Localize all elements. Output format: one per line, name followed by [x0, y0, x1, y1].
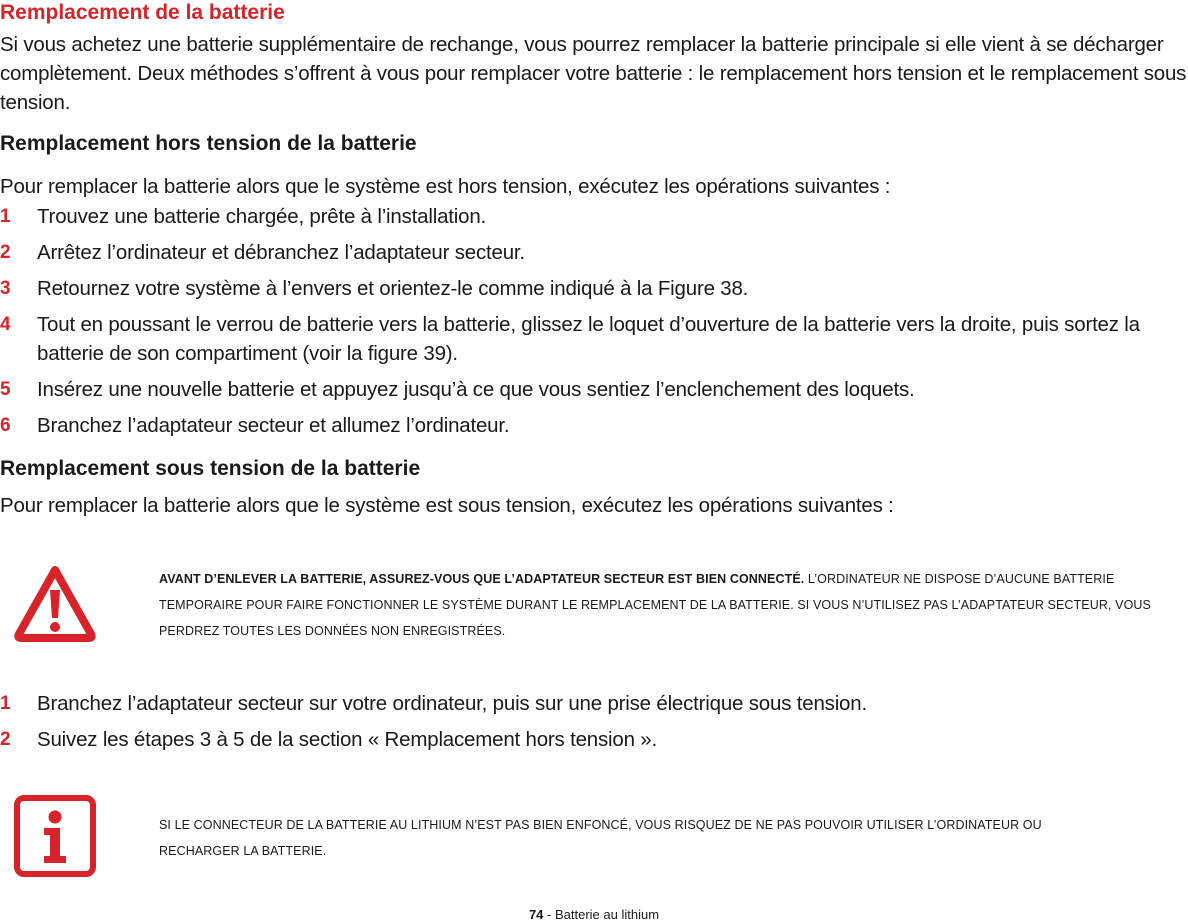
- section-title: Remplacement de la batterie: [0, 1, 285, 24]
- step-text: Arrêtez l’ordinateur et débranchez l’adaptateur secteur.: [37, 241, 525, 264]
- step-text: Trouvez une batterie chargée, prête à l’installation.: [37, 205, 487, 228]
- warning-icon: [14, 564, 96, 642]
- step-text: Branchez l’adaptateur secteur sur votre ordinateur, puis sur une prise électrique sous tension.: [37, 692, 867, 715]
- warning-body: L’ORDINATEUR NE DISPOSE D’AUCUNE BATTERIE TEMPORAIRE POUR FAIRE FONCTIONNER LE SYSTÈME DURANT LE REMPLACEMENT DE LA BATTERIE. SI VOUS N’UTILISEZ PAS L’ADAPTATEUR SECTEUR, VOUS PERDREZ TOUTES LES DONNÉES NON ENREGISTRÉES.: [159, 572, 1151, 638]
- footer-label: - Batterie au lithium: [543, 907, 660, 922]
- intro-paragraph: Si vous achetez une batterie supplémentaire de rechange, vous pourrez remplacer la batterie principale si elle vient à se décharger complètement. Deux méthodes s’offrent à vous pour remplacer votre batterie : le remplacement hors tension et le remplacement sous tension.: [0, 33, 1187, 114]
- step-number: 5: [0, 379, 11, 400]
- warning-lead: AVANT D’ENLEVER LA BATTERIE, ASSUREZ-VOUS QUE L’ADAPTATEUR SECTEUR EST BIEN CONNECTÉ.: [159, 572, 805, 586]
- cold-swap-lead: Pour remplacer la batterie alors que le système est hors tension, exécutez les opérations suivantes :: [0, 175, 891, 198]
- hot-swap-heading: Remplacement sous tension de la batterie: [0, 457, 421, 480]
- list-item: [0, 689, 1188, 718]
- hot-swap-steps: [0, 689, 1188, 754]
- step-text: Insérez une nouvelle batterie et appuyez jusqu’à ce que vous sentiez l’enclenchement des loquets.: [37, 378, 915, 401]
- page-number: 74: [528, 907, 544, 922]
- list-item: [0, 375, 1188, 404]
- step-number: 1: [0, 693, 11, 714]
- page-footer: [0, 906, 1188, 924]
- info-text: SI LE CONNECTEUR DE LA BATTERIE AU LITHIUM N’EST PAS BIEN ENFONCÉ, VOUS RISQUEZ DE NE PAS POUVOIR UTILISER L’ORDINATEUR OU RECHARGER LA BATTERIE.: [159, 818, 1042, 858]
- step-number: 6: [0, 415, 11, 436]
- step-text: Branchez l’adaptateur secteur et allumez l’ordinateur.: [37, 414, 510, 437]
- warning-text: [159, 566, 1179, 644]
- cold-swap-heading: Remplacement hors tension de la batterie: [0, 132, 417, 155]
- step-text: Tout en poussant le verrou de batterie vers la batterie, glissez le loquet d’ouverture de la batterie vers la droite, puis sortez la batterie de son compartiment (voir la figure 39).: [37, 313, 1140, 365]
- step-number: 3: [0, 278, 11, 299]
- list-item: [0, 202, 1188, 231]
- step-number: 2: [0, 729, 11, 750]
- step-number: 1: [0, 206, 11, 227]
- list-item: [0, 274, 1188, 303]
- list-item: [0, 238, 1188, 267]
- step-text: Retournez votre système à l’envers et orientez-le comme indiqué à la Figure 38.: [37, 277, 749, 300]
- step-text: Suivez les étapes 3 à 5 de la section « Remplacement hors tension ».: [37, 728, 657, 751]
- step-number: 2: [0, 242, 11, 263]
- list-item: [0, 310, 1187, 368]
- info-icon: [14, 795, 96, 877]
- step-number: 4: [0, 314, 11, 335]
- list-item: [0, 411, 1188, 440]
- cold-swap-steps: [0, 202, 1188, 440]
- hot-swap-lead: Pour remplacer la batterie alors que le système est sous tension, exécutez les opérations suivantes :: [0, 494, 894, 517]
- list-item: [0, 725, 1188, 754]
